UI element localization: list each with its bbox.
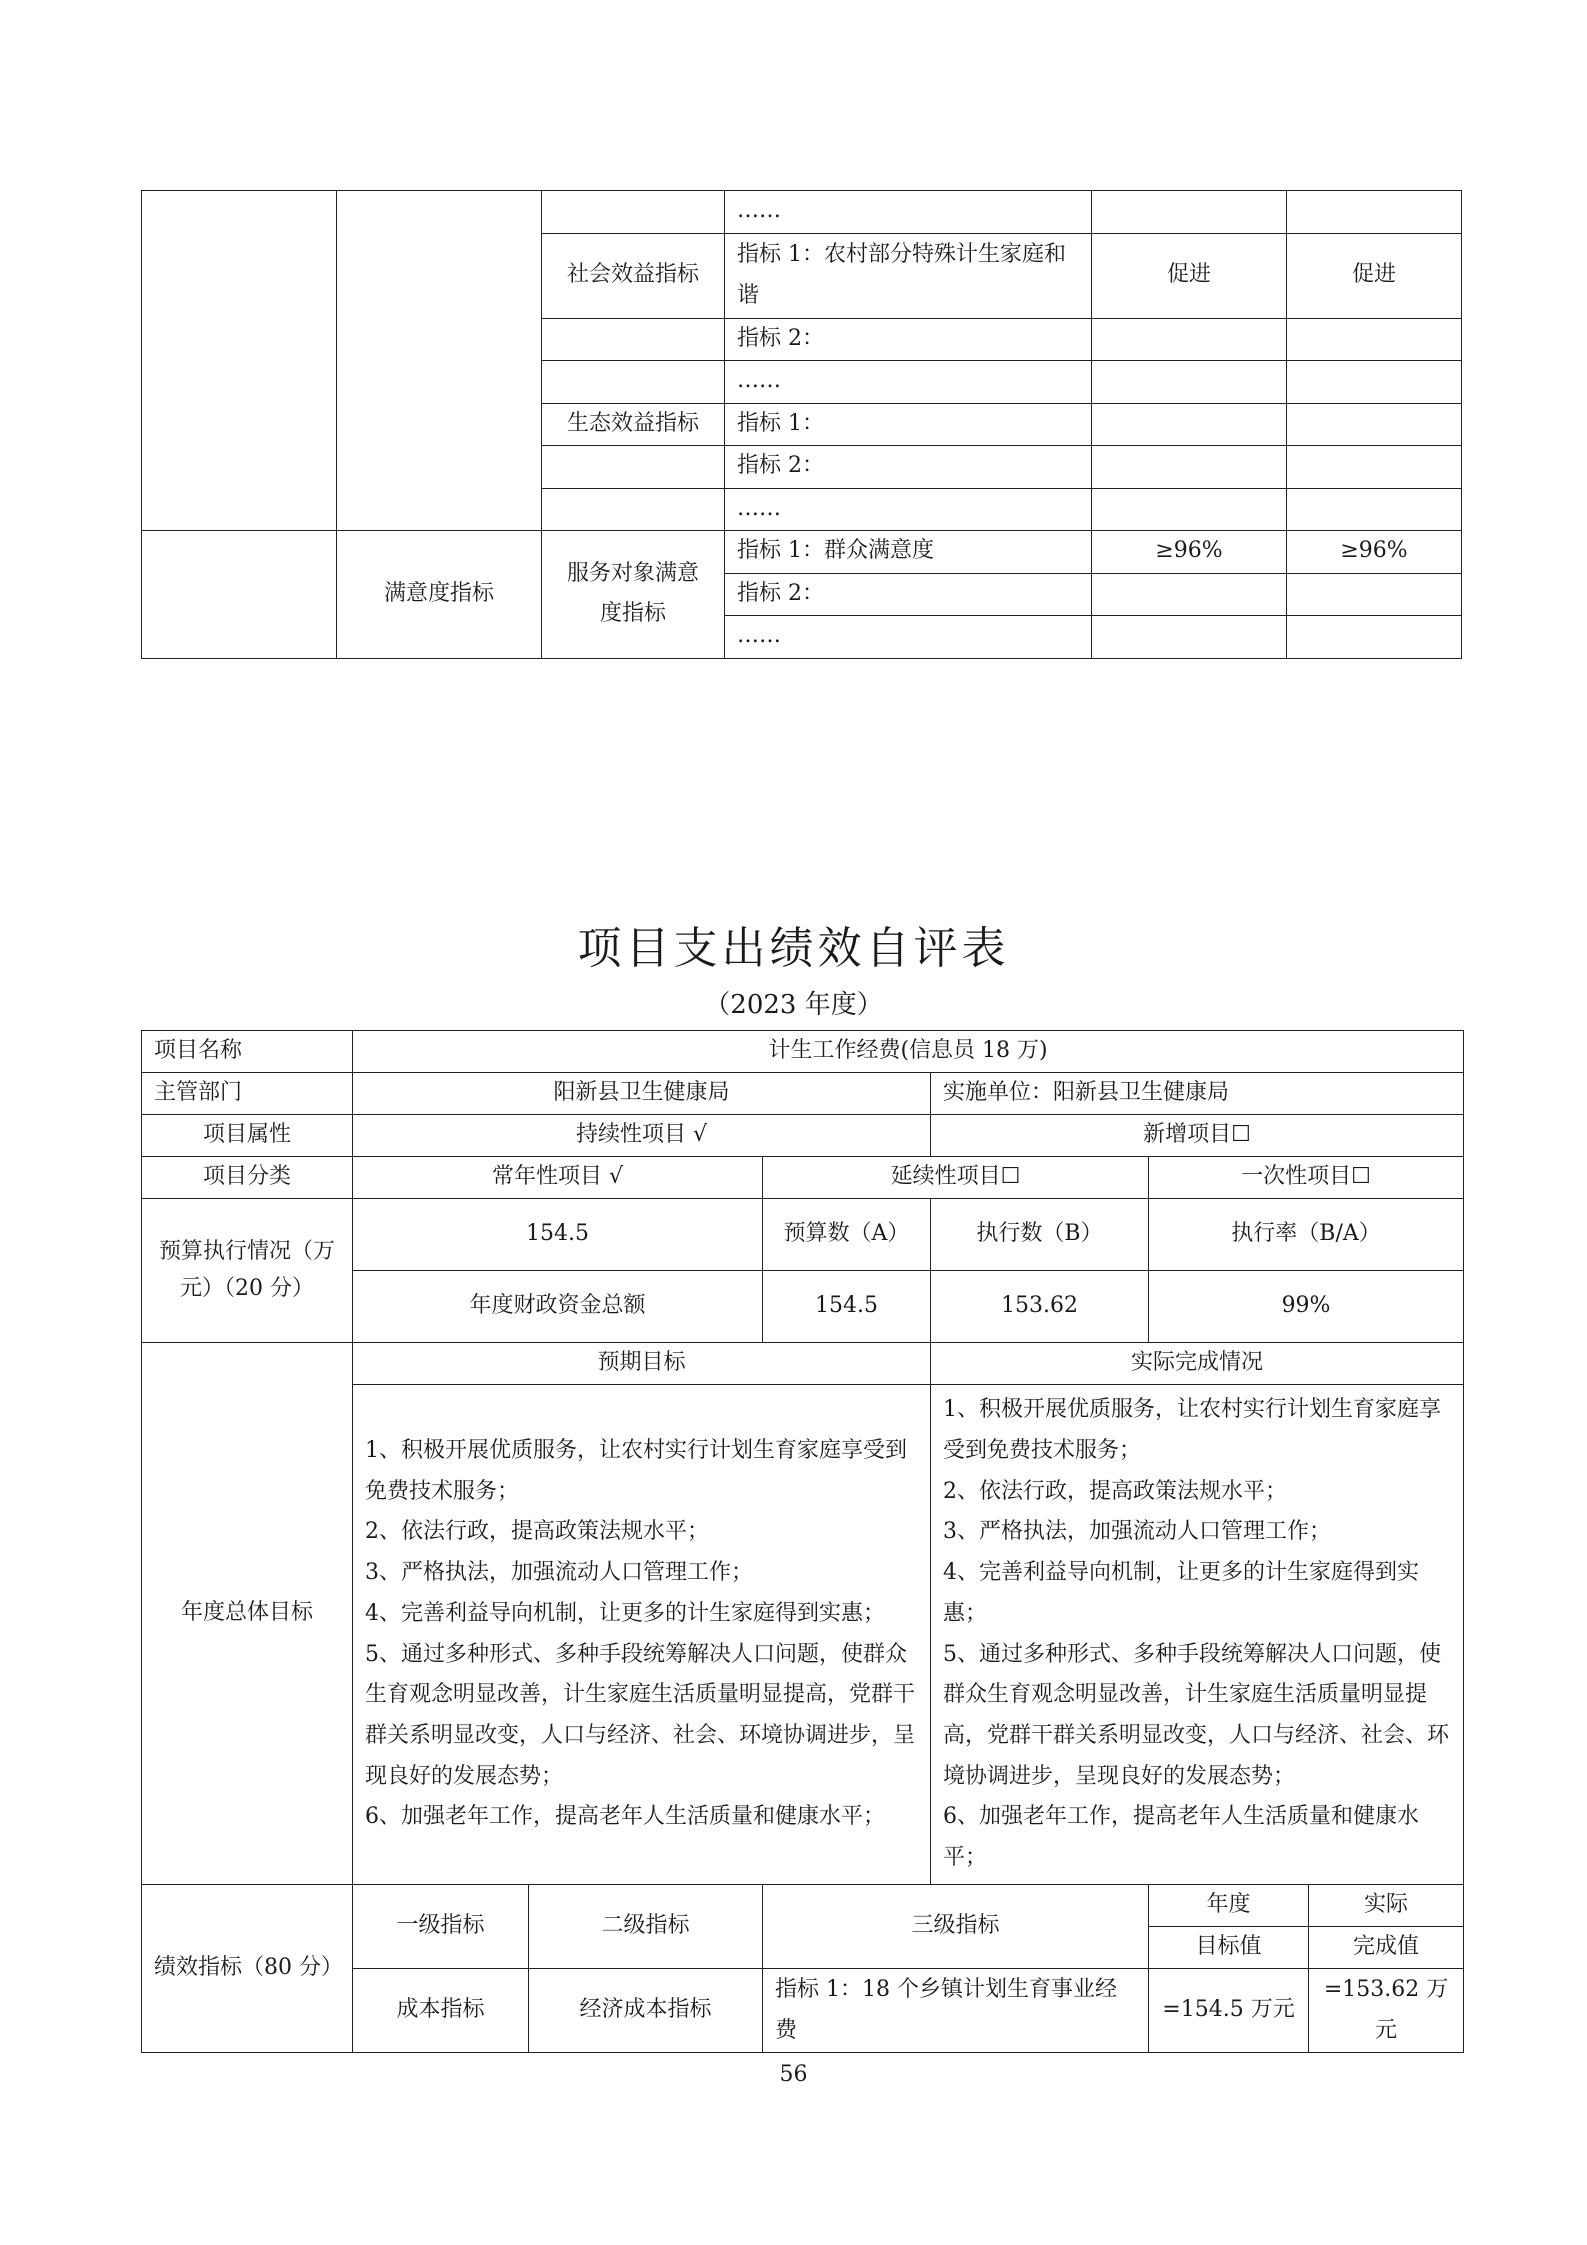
target-cell [1092, 403, 1287, 446]
department-label: 主管部门 [142, 1073, 353, 1115]
target-cell [1092, 616, 1287, 659]
cat-onetime: 一次性项目☐ [1149, 1157, 1464, 1199]
blank-cell [142, 531, 337, 659]
actual-result-text: 1、积极开展优质服务，让农村实行计划生育家庭享受到免费技术服务； 2、依法行政，提高政策法规水平； 3、严格执法，加强流动人口管理工作； 4、完善利益导向机制，让更多的计生家庭得到实惠； 5、通过多种形式、多种手段统筹解决人口问题，使群众生育观念明显改善，计生家庭生活质量明显提高，党群干群关系明显改变，人口与经济、社会、环境协调进步，呈现良好的发展态势； 6、加强老年工作，提高老年人生活质量和健康水平； [931, 1385, 1464, 1885]
cost-level1: 成本指标 [353, 1969, 529, 2053]
indicator-cell: …… [725, 616, 1092, 659]
exec-num-value: 153.62 [931, 1271, 1149, 1343]
project-name-value: 计生工作经费(信息员 18 万) [353, 1031, 1464, 1073]
indicator-cell: …… [725, 191, 1092, 234]
page-number: 56 [779, 2062, 808, 2087]
cat-regular: 常年性项目 √ [353, 1157, 763, 1199]
target-cell [1092, 318, 1287, 361]
annual-goal-label: 年度总体目标 [142, 1343, 353, 1885]
target-cell [1092, 446, 1287, 489]
attribute-label: 项目属性 [142, 1115, 353, 1157]
level2-header: 二级指标 [529, 1885, 763, 1969]
attr-new: 新增项目☐ [931, 1115, 1464, 1157]
actual-cell [1287, 446, 1462, 489]
indicator-cell: 指标 1：农村部分特殊计生家庭和谐 [725, 233, 1092, 318]
actual-cell [1287, 488, 1462, 531]
cat-extended: 延续性项目☐ [763, 1157, 1149, 1199]
cost-level2: 经济成本指标 [529, 1969, 763, 2053]
budget-top-value: 154.5 [353, 1199, 763, 1271]
category-label: 项目分类 [142, 1157, 353, 1199]
exec-num-label: 执行数（B） [931, 1199, 1149, 1271]
indicator-cell: 指标 2： [725, 446, 1092, 489]
actual-header-line1: 实际 [1309, 1885, 1464, 1927]
actual-cell [1287, 318, 1462, 361]
target-cell [1092, 488, 1287, 531]
cost-indicator: 指标 1：18 个乡镇计划生育事业经费 [763, 1969, 1149, 2053]
target-cell [1092, 191, 1287, 234]
eco-benefit-label: 生态效益指标 [542, 403, 725, 446]
target-header-line1: 年度 [1149, 1885, 1309, 1927]
self-evaluation-table [141, 1030, 1464, 2053]
exec-rate-label: 执行率（B/A） [1149, 1199, 1464, 1271]
indicator-cell: 指标 1： [725, 403, 1092, 446]
continued-indicator-table [141, 190, 1462, 659]
expected-goal-text: 1、积极开展优质服务，让农村实行计划生育家庭享受到免费技术服务； 2、依法行政，提高政策法规水平； 3、严格执法，加强流动人口管理工作； 4、完善利益导向机制，让更多的计生家庭得到实惠； 5、通过多种形式、多种手段统筹解决人口问题，使群众生育观念明显改善，计生家庭生活质量明显提高，党群干群关系明显改变，人口与经济、社会、环境协调进步，呈现良好的发展态势； 6、加强老年工作，提高老年人生活质量和健康水平； [353, 1385, 931, 1885]
blank-cell [542, 318, 725, 361]
target-header-line2: 目标值 [1149, 1927, 1309, 1969]
budget-num-label: 预算数（A） [763, 1199, 931, 1271]
indicator-cell: 指标 2： [725, 573, 1092, 616]
blank-cell [542, 446, 725, 489]
blank-cell [542, 488, 725, 531]
target-cell: 促进 [1092, 233, 1287, 318]
actual-cell [1287, 361, 1462, 404]
page-subtitle: （2023 年度） [704, 990, 883, 1020]
indicator-cell: …… [725, 361, 1092, 404]
target-cell: ≥96% [1092, 531, 1287, 574]
blank-cell [542, 361, 725, 404]
department-value: 阳新县卫生健康局 [353, 1073, 931, 1115]
exec-rate-value: 99% [1149, 1271, 1464, 1343]
expected-goal-header: 预期目标 [353, 1343, 931, 1385]
actual-cell [1287, 616, 1462, 659]
target-cell [1092, 361, 1287, 404]
budget-label: 预算执行情况（万元）（20 分） [142, 1199, 353, 1343]
actual-result-header: 实际完成情况 [931, 1343, 1464, 1385]
annual-fund-label: 年度财政资金总额 [353, 1271, 763, 1343]
actual-cell: ≥96% [1287, 531, 1462, 574]
satisfaction-category-label: 服务对象满意度指标 [542, 531, 725, 659]
budget-num-value: 154.5 [763, 1271, 931, 1343]
page-title: 项目支出绩效自评表 [577, 923, 1010, 974]
impl-unit-value: 实施单位：阳新县卫生健康局 [931, 1073, 1464, 1115]
cost-actual-value: =153.62 万元 [1309, 1969, 1464, 2053]
level1-header: 一级指标 [353, 1885, 529, 1969]
perf-indicator-label: 绩效指标（80 分） [142, 1885, 353, 2053]
project-name-label: 项目名称 [142, 1031, 353, 1073]
blank-cell [337, 191, 542, 531]
attr-continuing: 持续性项目 √ [353, 1115, 931, 1157]
social-benefit-label: 社会效益指标 [542, 233, 725, 318]
indicator-cell: 指标 1：群众满意度 [725, 531, 1092, 574]
satisfaction-level1-label: 满意度指标 [337, 531, 542, 659]
target-cell [1092, 573, 1287, 616]
indicator-cell: …… [725, 488, 1092, 531]
actual-cell: 促进 [1287, 233, 1462, 318]
actual-header-line2: 完成值 [1309, 1927, 1464, 1969]
level3-header: 三级指标 [763, 1885, 1149, 1969]
blank-cell [542, 191, 725, 234]
actual-cell [1287, 573, 1462, 616]
actual-cell [1287, 191, 1462, 234]
actual-cell [1287, 403, 1462, 446]
indicator-cell: 指标 2： [725, 318, 1092, 361]
cost-target-value: =154.5 万元 [1149, 1969, 1309, 2053]
blank-cell [142, 191, 337, 531]
